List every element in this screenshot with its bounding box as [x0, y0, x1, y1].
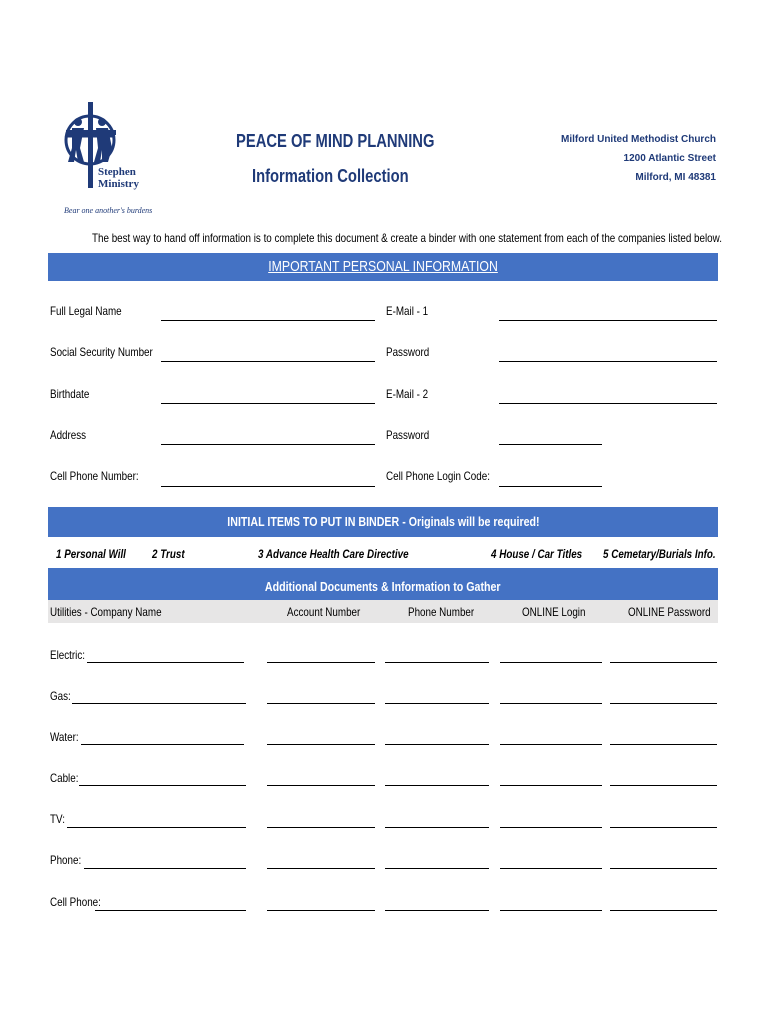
electric-company-field[interactable]	[87, 662, 244, 663]
tv-company-field[interactable]	[67, 827, 246, 828]
utility-label-water: Water:	[50, 730, 79, 744]
page-subtitle: Information Collection	[252, 166, 409, 186]
phone-phone-field[interactable]	[385, 868, 489, 869]
church-city: Milford, MI 48381	[635, 172, 716, 183]
cable-account-field[interactable]	[267, 785, 375, 786]
utility-label-phone: Phone:	[50, 853, 82, 867]
electric-password-field[interactable]	[610, 662, 717, 663]
binder-item-will: 1 Personal Will	[56, 547, 126, 561]
field-label-address: Address	[50, 428, 87, 442]
cell-phone-password-field[interactable]	[610, 910, 717, 911]
col-account-number: Account Number	[287, 605, 361, 619]
col-company-name: Utilities - Company Name	[50, 605, 162, 619]
personal-info-heading: IMPORTANT PERSONAL INFORMATION	[268, 258, 498, 275]
birthdate-field[interactable]	[161, 403, 375, 404]
field-label-email-1: E-Mail - 1	[386, 304, 429, 318]
water-company-field[interactable]	[81, 744, 244, 745]
binder-item-health-directive: 3 Advance Health Care Directive	[258, 547, 409, 561]
utility-label-cable: Cable:	[50, 771, 79, 785]
password-1-field[interactable]	[499, 361, 717, 362]
utility-label-cell-phone: Cell Phone:	[50, 895, 101, 909]
water-password-field[interactable]	[610, 744, 717, 745]
water-account-field[interactable]	[267, 744, 375, 745]
binder-header	[48, 507, 718, 537]
col-online-password: ONLINE Password	[628, 605, 711, 619]
tv-phone-field[interactable]	[385, 827, 489, 828]
binder-item-trust: 2 Trust	[152, 547, 185, 561]
water-phone-field[interactable]	[385, 744, 489, 745]
email-2-field[interactable]	[499, 403, 717, 404]
cable-phone-field[interactable]	[385, 785, 489, 786]
church-street: 1200 Atlantic Street	[623, 153, 716, 164]
electric-login-field[interactable]	[500, 662, 602, 663]
cell-phone-account-field[interactable]	[267, 910, 375, 911]
logo-line-1: Stephen	[98, 166, 136, 178]
cell-phone-phone-field[interactable]	[385, 910, 489, 911]
field-label-birthdate: Birthdate	[50, 387, 90, 401]
cell-phone-company-field[interactable]	[95, 910, 246, 911]
cell-phone-field[interactable]	[161, 486, 375, 487]
gas-password-field[interactable]	[610, 703, 717, 704]
phone-account-field[interactable]	[267, 868, 375, 869]
additional-heading: Additional Documents & Information to Gather	[265, 579, 501, 594]
tv-login-field[interactable]	[500, 827, 602, 828]
utility-label-tv: TV:	[50, 812, 65, 826]
utility-label-gas: Gas:	[50, 689, 71, 703]
stephen-ministry-logo	[58, 100, 153, 218]
cell-phone-login-field[interactable]	[500, 910, 602, 911]
water-login-field[interactable]	[500, 744, 602, 745]
field-label-cell-phone: Cell Phone Number:	[50, 469, 139, 483]
additional-header	[48, 568, 718, 600]
gas-account-field[interactable]	[267, 703, 375, 704]
address-field[interactable]	[161, 444, 375, 445]
gas-company-field[interactable]	[72, 703, 246, 704]
personal-info-header	[48, 253, 718, 281]
tv-account-field[interactable]	[267, 827, 375, 828]
email-1-field[interactable]	[499, 320, 717, 321]
field-label-full-legal-name: Full Legal Name	[50, 304, 122, 318]
ssn-field[interactable]	[161, 361, 375, 362]
logo-line-2: Ministry	[98, 178, 139, 190]
gas-phone-field[interactable]	[385, 703, 489, 704]
full-legal-name-field[interactable]	[161, 320, 375, 321]
electric-phone-field[interactable]	[385, 662, 489, 663]
col-phone-number: Phone Number	[408, 605, 475, 619]
page-title: PEACE OF MIND PLANNING	[236, 131, 435, 151]
col-online-login: ONLINE Login	[522, 605, 586, 619]
binder-heading: INITIAL ITEMS TO PUT IN BINDER - Originals will be required!	[226, 514, 540, 529]
phone-login-field[interactable]	[500, 868, 602, 869]
cell-login-code-field[interactable]	[499, 486, 602, 487]
intro-text: The best way to hand off information is to complete this document & create a binder with one statement from each of the companies listed below.	[92, 231, 722, 245]
password-2-field[interactable]	[499, 444, 602, 445]
phone-password-field[interactable]	[610, 868, 717, 869]
binder-item-cemetery: 5 Cemetary/Burials Info.	[603, 547, 716, 561]
cable-password-field[interactable]	[610, 785, 717, 786]
field-label-ssn: Social Security Number	[50, 345, 153, 359]
logo-tagline: Bear one another's burdens	[64, 206, 153, 215]
utility-label-electric: Electric:	[50, 648, 86, 662]
phone-company-field[interactable]	[84, 868, 246, 869]
church-name: Milford United Methodist Church	[561, 134, 716, 145]
binder-item-titles: 4 House / Car Titles	[491, 547, 583, 561]
cable-login-field[interactable]	[500, 785, 602, 786]
cable-company-field[interactable]	[79, 785, 246, 786]
field-label-password-1: Password	[386, 345, 430, 359]
gas-login-field[interactable]	[500, 703, 602, 704]
field-label-password-2: Password	[386, 428, 430, 442]
electric-account-field[interactable]	[267, 662, 375, 663]
field-label-cell-login-code: Cell Phone Login Code:	[386, 469, 490, 483]
field-label-email-2: E-Mail - 2	[386, 387, 429, 401]
tv-password-field[interactable]	[610, 827, 717, 828]
